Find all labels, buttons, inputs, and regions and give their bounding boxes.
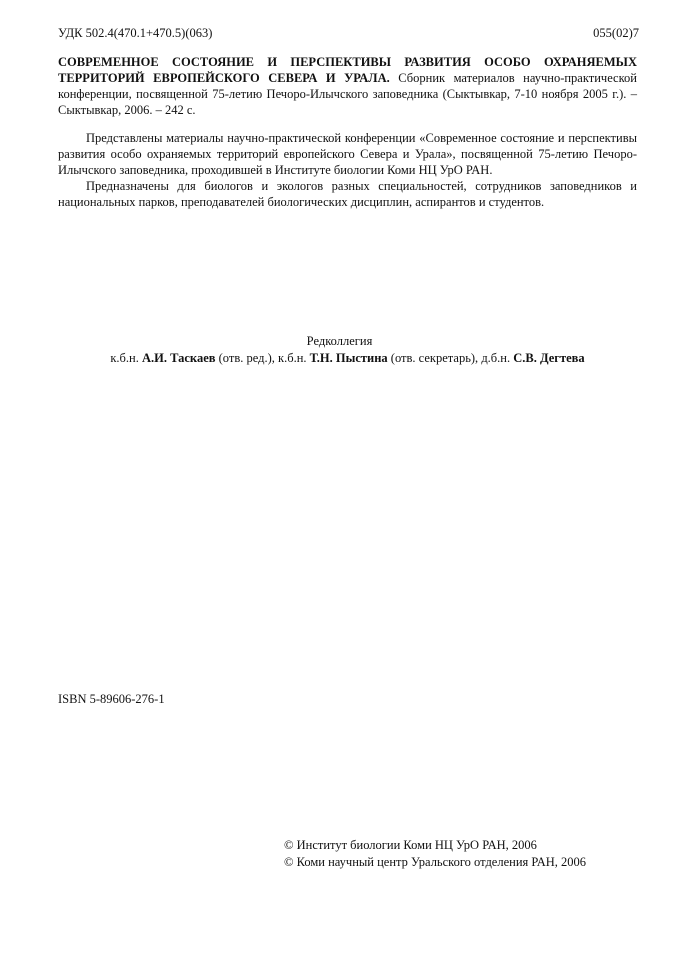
bbk-code: 055(02)7 [593,26,639,40]
collection-details: Сборник материалов научно-практической конференции, посвященной 75-летию Печоро-Илычского заповедника (Сыктывкар, 7-10 ноября 2005 г.). – Сыктывкар, 2006. – 242 с. [58,71,637,117]
member-degree: к.б.н. [110,351,142,365]
member-degree: д.б.н. [481,351,514,365]
annotation-paragraph-1: Представлены материалы научно-практической конференции «Современное состояние и перспективы развития особо охраняемых территорий европейского Севера и Урала», посвященной 75-летию Печоро-Илычского заповедника, проходившей в Институте биологии Коми НЦ УрО РАН. [58,131,637,177]
bibliographic-record [58,54,637,118]
annotation [58,130,637,210]
member-role: (отв. секретарь), [387,351,482,365]
member-name: Т.Н. Пыстина [309,351,388,365]
copyright-line: © Институт биологии Коми НЦ УрО РАН, 2006 [284,838,537,852]
member-name: А.И. Таскаев [141,351,216,365]
editorial-board-heading: Редколлегия [306,334,373,348]
collection-title: СОВРЕМЕННОЕ СОСТОЯНИЕ И ПЕРСПЕКТИВЫ РАЗВИТИЯ ОСОБО ОХРАНЯЕМЫХ ТЕРРИТОРИЙ ЕВРОПЕЙСКОГО СЕВЕРА И УРАЛА. [58,55,637,85]
udk-code: УДК 502.4(470.1+470.5)(063) [58,26,213,40]
copyright-line: © Коми научный центр Уральского отделения РАН, 2006 [284,855,587,869]
copyright-block [284,837,586,871]
isbn: ISBN 5-89606-276-1 [58,692,165,706]
editorial-board-list [58,351,637,366]
member-role: (отв. ред.), [215,351,279,365]
member-degree: к.б.н. [278,351,310,365]
annotation-paragraph-2: Предназначены для биологов и экологов разных специальностей, сотрудников заповедников и национальных парков, преподавателей биологических дисциплин, аспирантов и студентов. [58,179,637,209]
member-name: С.В. Дегтева [513,351,585,365]
